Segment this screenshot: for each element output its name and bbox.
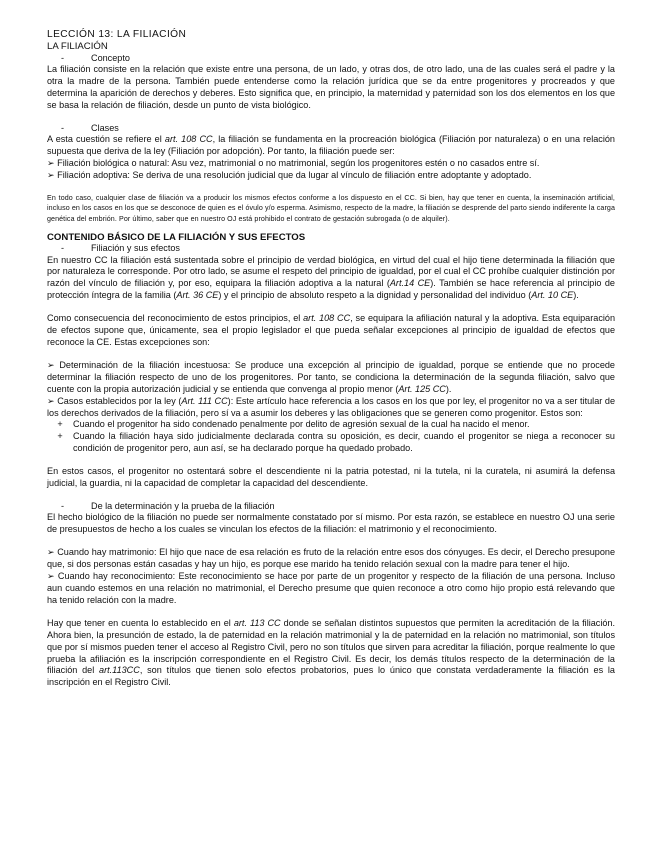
law-reference: art.113CC: [99, 665, 140, 676]
concepto-heading: [61, 53, 615, 65]
contenido-title: CONTENIDO BÁSICO DE LA FILIACIÓN Y SUS EFECTOS: [47, 231, 306, 243]
text-run: Como consecuencia del reconocimiento de estos principios, el: [47, 313, 304, 324]
efectos-heading-text: Filiación y sus efectos: [91, 243, 180, 254]
efectos-paragraph-3: En estos casos, el progenitor no ostentará sobre el descendiente ni la patria potestad, ni la tutela, ni la curatela, ni asumirá la defensa judicial, la guardia, ni la capacidad de completar la capacidad del descendiente.: [47, 466, 615, 489]
prueba-paragraph-1: El hecho biológico de la filiación no puede ser normalmente constatado por sí mismo. Por esta razón, se establece en nuestro OJ una serie de presupuestos de hecho a los cuales se vinculan los efectos de la filiación: el matrimonio y el reconocimiento.: [47, 512, 615, 535]
section-subtitle: LA FILIACIÓN: [47, 41, 108, 52]
efectos-paragraph-2: [47, 313, 615, 349]
case-item: [47, 419, 615, 431]
clases-heading: [61, 123, 615, 135]
text-run: ): Este artículo hace referencia a los casos en los que por ley, el progenitor no va a ser titular de los derechos derivados de la filiación, pero sí va a asumir los deberes y las obligaciones que se generen como progenitor. Estos son:: [47, 395, 615, 418]
plus-marker: +: [57, 431, 63, 442]
case-text: Cuando el progenitor ha sido condenado penalmente por delito de agresión sexual de la cual ha nacido el menor.: [73, 419, 530, 430]
text-run: A esta cuestión se refiere el: [47, 134, 165, 145]
text-run: ).: [573, 290, 579, 301]
law-reference: Art. 10 CE: [531, 290, 574, 301]
clases-item-adoptiva: ➢ Filiación adoptiva: Se deriva de una resolución judicial que da lugar al vínculo de filiación entre adoptante y adoptado.: [47, 169, 532, 180]
text-run: Hay que tener en cuenta lo establecido en el: [47, 617, 234, 628]
clases-note: En todo caso, cualquier clase de filiación va a producir los mismos efectos conforme a los dispuesto en el CC. Si bien, hay que tener en cuenta, la inseminación artificial, incluso en los casos en los que se desconoce de quien es el óvulo y/o esperma. Asimismo, respecto de la madre, la filiación se desprende del parto siendo indiferente la carga genética del embrión. Por último, saber que en nuestro OJ está prohibido el contrato de gestación subrogada (o de alquiler).: [47, 193, 615, 223]
law-reference: art. 108 CC: [164, 134, 213, 145]
clases-heading-text: Clases: [91, 122, 119, 133]
case-item: [47, 431, 615, 455]
lesson-title: LECCIÓN 13: LA FILIACIÓN: [47, 29, 187, 40]
law-reference: art. 108 CC: [303, 313, 351, 324]
text-run: , son títulos que tienen solo efectos probatorios, pues lo único que constata verdaderamente la filiación es la inscripción en el Registro Civil.: [47, 665, 615, 688]
text-run: ➢ Casos establecidos por la ley (: [47, 395, 182, 406]
law-reference: Art.14 CE: [389, 278, 431, 289]
prueba-item-reconocimiento: ➢ Cuando hay reconocimiento: Este reconocimiento se hace por parte de un progenitor y respecto de la filiación de una persona. Incluso aun cuando estemos en una relación no matrimonial, el Derecho presume que quien reconoce a otro como hijo propio está relevando que ha tenido relación con la madre.: [47, 571, 615, 605]
prueba-item-matrimonio: ➢ Cuando hay matrimonio: El hijo que nace de esa relación es fruto de la relación entre esos dos cónyuges. Es decir, el Derecho presupone que, si dos personas están casadas y hay un hijo, es porque ese marido ha tenido relación sexual con la madre para tener el hijo.: [47, 547, 615, 570]
law-reference: art. 113 CC: [233, 617, 281, 628]
text-run: donde se señalan distintos supuestos que permiten la acreditación de la filiación. Ahora bien, la presunción de estado, la de paternidad en la relación matrimonial y la de paternidad en la relación no matrimonial, son títulos que por sí mismos pueden tener el acceso al Registro Civil, pero no son títulos que sirven para acreditar la filiación, porque realmente lo que prueba la afiliación es la inscripción correspondiente en el Registro Civil. Es decir, los demás títulos respecto de la determinación de la filiación del: [47, 617, 616, 676]
text-run: En nuestro CC la filiación está sustentada sobre el principio de verdad biológica, en virtud del cual el hijo tiene determinada la filiación que por naturaleza le corresponde. Por otro lado, se asume el respeto del principio de igualdad, por el cual el CC prohíbe cualquier distinción por razón del vínculo de filiación y, por eso, equipara la filiación adoptiva a la natural (: [47, 254, 615, 289]
excepcion-ley: [47, 396, 615, 420]
clases-item-biologica: ➢ Filiación biológica o natural: Asu vez, matrimonial o no matrimonial, según los progenitores estén o no casados entre sí.: [47, 157, 540, 168]
text-run: ).: [445, 383, 452, 394]
efectos-heading: [61, 243, 615, 255]
text-run: , la filiación se fundamenta en la procreación biológica (Filiación por naturaleza) o en una relación supuesta que deriva de la ley (Filiación por adopción). Por tanto, la filiación puede ser:: [47, 134, 615, 157]
text-run: ➢ Determinación de la filiación incestuosa: Se produce una excepción al principio de igualdad, porque se entiende que no procede determinar la filiación respecto de uno de los progenitores. Por tanto, se condiciona la determinación de la segunda filiación, salvo que cuente con la propia autorización judicial y se entienda que convenga al propio menor (: [47, 359, 615, 394]
dash-marker: -: [61, 122, 65, 133]
dash-marker: -: [61, 52, 65, 63]
case-text: Cuando la filiación haya sido judicialmente declarada contra su oposición, es decir, cuando el progenitor se niega a reconocer su condición de progenitor pero, aun así, se ha declarado porque ha quedado probado.: [73, 431, 615, 454]
excepcion-incestuosa: [47, 360, 615, 396]
concepto-heading-text: Concepto: [91, 52, 130, 63]
text-run: ) y el principio de absoluto respeto a la dignidad y personalidad del individuo (: [218, 290, 532, 301]
law-reference: Art. 111 CC: [181, 395, 228, 406]
dash-marker: -: [61, 500, 65, 511]
concepto-paragraph: La filiación consiste en la relación que existe entre una persona, de un lado, y otras dos, de otro lado, una de las cuales será el padre y la otra la madre de la persona. También puede entenderse como la relación jurídica que se da entre progenitores y procreados y que determina la aparición de derechos y deberes. Esto significa que, en principio, la maternidad y paternidad son los dos elementos en los que se basa la relación de filiación, desde un punto de vista biológico.: [47, 64, 615, 110]
prueba-heading: [61, 501, 615, 513]
prueba-paragraph-2: [47, 618, 615, 689]
prueba-heading-text: De la determinación y la prueba de la filiación: [91, 500, 275, 511]
plus-marker: +: [57, 419, 63, 430]
text-run: ). También se hace referencia al principio de protección íntegra de la familia (: [47, 278, 615, 301]
clases-intro: [47, 134, 615, 158]
dash-marker: -: [61, 243, 65, 254]
law-reference: Art. 125 CC: [398, 383, 446, 394]
text-run: , se equipara la afiliación natural y la adoptiva. Esta equiparación de efectos supone que, únicamente, sea el propio legislador el que pueda señalar excepciones al principio de igualdad de efectos que reconoce la CE. Estas excepciones son:: [47, 313, 615, 347]
law-reference: Art. 36 CE: [176, 290, 219, 301]
efectos-paragraph-1: [47, 255, 615, 303]
